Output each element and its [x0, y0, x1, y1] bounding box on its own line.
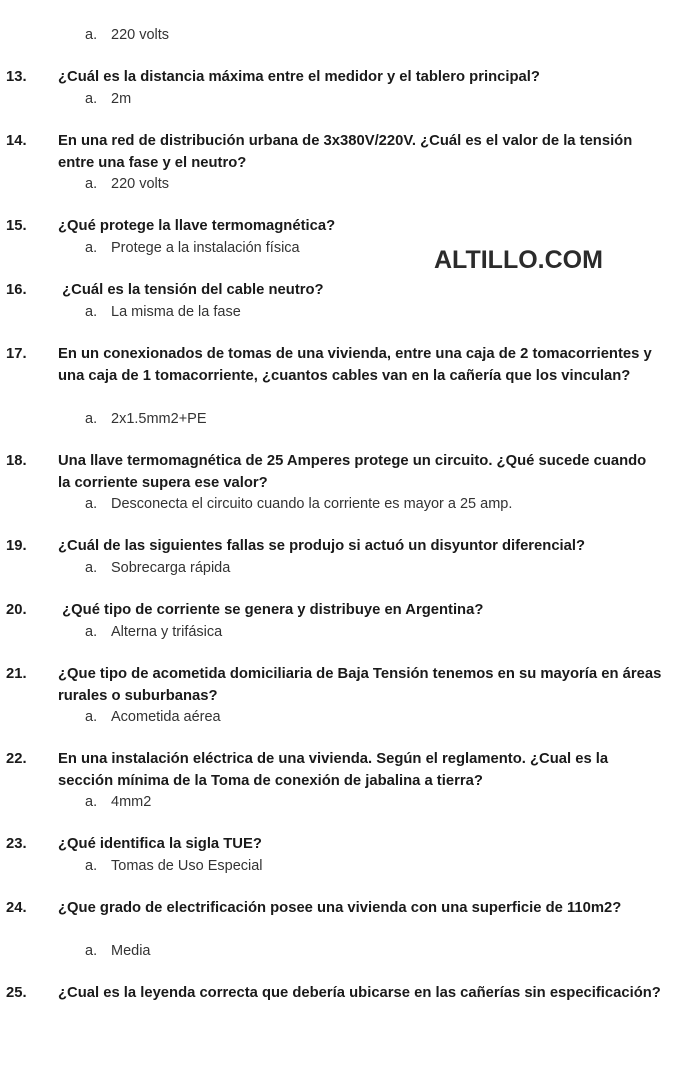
answer-letter: a. — [85, 858, 98, 874]
answer-text: 2m — [111, 91, 132, 107]
question-text: ¿Cual es la leyenda correcta que debería ubicarse en las cañerías sin especificación? — [58, 985, 661, 1001]
answer-text: La misma de la fase — [111, 304, 241, 320]
answer-18 — [85, 495, 512, 513]
watermark: ALTILLO.COM — [434, 246, 603, 274]
question-21 — [6, 664, 662, 707]
answer-letter: a. — [85, 624, 98, 640]
answer-20 — [85, 623, 222, 641]
answer-letter: a. — [85, 560, 98, 576]
answer-19 — [85, 559, 230, 577]
answer-letter: a. — [85, 91, 98, 107]
question-number: 22. — [6, 751, 27, 767]
question-text: ¿Qué tipo de corriente se genera y distribuye en Argentina? — [58, 602, 484, 618]
answer-text: 2x1.5mm2+PE — [111, 411, 207, 427]
question-text: ¿Qué identifica la sigla TUE? — [58, 836, 262, 852]
answer-letter: a. — [85, 240, 98, 256]
question-number: 16. — [6, 282, 27, 298]
question-number: 19. — [6, 538, 27, 554]
answer-letter: a. — [85, 496, 98, 512]
question-text: Una llave termomagnética de 25 Amperes protege un circuito. ¿Qué sucede cuando la corriente supera ese valor? — [58, 453, 647, 491]
answer-letter: a. — [85, 411, 98, 427]
answer-text: Acometida aérea — [111, 709, 221, 725]
answer-text: Sobrecarga rápida — [111, 560, 231, 576]
answer-letter: a. — [85, 943, 98, 959]
question-14 — [6, 131, 662, 174]
question-number: 14. — [6, 133, 27, 149]
answer-letter: a. — [85, 27, 98, 43]
question-number: 20. — [6, 602, 27, 618]
question-20 — [6, 600, 662, 622]
answer-letter: a. — [85, 304, 98, 320]
answer-text: 220 volts — [111, 176, 170, 192]
question-number: 21. — [6, 666, 27, 682]
answer-letter: a. — [85, 709, 98, 725]
question-number: 25. — [6, 985, 27, 1001]
question-25 — [6, 983, 662, 1005]
answer-text: Protege a la instalación física — [111, 240, 300, 256]
question-text: En una instalación eléctrica de una vivienda. Según el reglamento. ¿Cual es la sección mínima de la Toma de conexión de jabalina a tierra? — [58, 751, 609, 789]
question-text: ¿Cuál es la distancia máxima entre el medidor y el tablero principal? — [58, 69, 540, 85]
question-18 — [6, 451, 662, 494]
question-number: 23. — [6, 836, 27, 852]
question-13 — [6, 67, 662, 89]
question-number: 18. — [6, 453, 27, 469]
answer-intro — [85, 26, 169, 44]
answer-24 — [85, 942, 151, 960]
question-number: 17. — [6, 346, 27, 362]
answer-14 — [85, 175, 169, 193]
answer-16 — [85, 303, 241, 321]
question-text: ¿Cuál de las siguientes fallas se produjo si actuó un disyuntor diferencial? — [58, 538, 586, 554]
answer-text: Desconecta el circuito cuando la corriente es mayor a 25 amp. — [111, 496, 513, 512]
question-16 — [6, 280, 662, 302]
question-text: ¿Qué protege la llave termomagnética? — [58, 218, 336, 234]
answer-text: 4mm2 — [111, 794, 152, 810]
answer-15 — [85, 239, 300, 257]
question-17 — [6, 344, 662, 387]
answer-17 — [85, 410, 207, 428]
answer-text: 220 volts — [111, 27, 170, 43]
question-22 — [6, 749, 662, 792]
answer-21 — [85, 708, 221, 726]
question-text: ¿Cuál es la tensión del cable neutro? — [58, 282, 324, 298]
answer-text: Alterna y trifásica — [111, 624, 223, 640]
question-number: 13. — [6, 69, 27, 85]
question-number: 24. — [6, 900, 27, 916]
question-15 — [6, 216, 662, 238]
question-24 — [6, 898, 662, 920]
question-19 — [6, 536, 662, 558]
question-text: En un conexionados de tomas de una vivienda, entre una caja de 2 tomacorrientes y una caja de 1 tomacorriente, ¿cuantos cables van en la cañería que los vinculan? — [58, 346, 652, 384]
question-23 — [6, 834, 662, 856]
answer-letter: a. — [85, 794, 98, 810]
answer-22 — [85, 793, 151, 811]
answer-13 — [85, 90, 131, 108]
question-text: En una red de distribución urbana de 3x380V/220V. ¿Cuál es el valor de la tensión entre una fase y el neutro? — [58, 133, 633, 171]
answer-23 — [85, 857, 263, 875]
question-number: 15. — [6, 218, 27, 234]
answer-letter: a. — [85, 176, 98, 192]
question-text: ¿Que tipo de acometida domiciliaria de Baja Tensión tenemos en su mayoría en áreas rurales o suburbanas? — [58, 666, 662, 704]
answer-text: Tomas de Uso Especial — [111, 858, 263, 874]
question-text: ¿Que grado de electrificación posee una vivienda con una superficie de 110m2? — [58, 900, 622, 916]
answer-text: Media — [111, 943, 151, 959]
